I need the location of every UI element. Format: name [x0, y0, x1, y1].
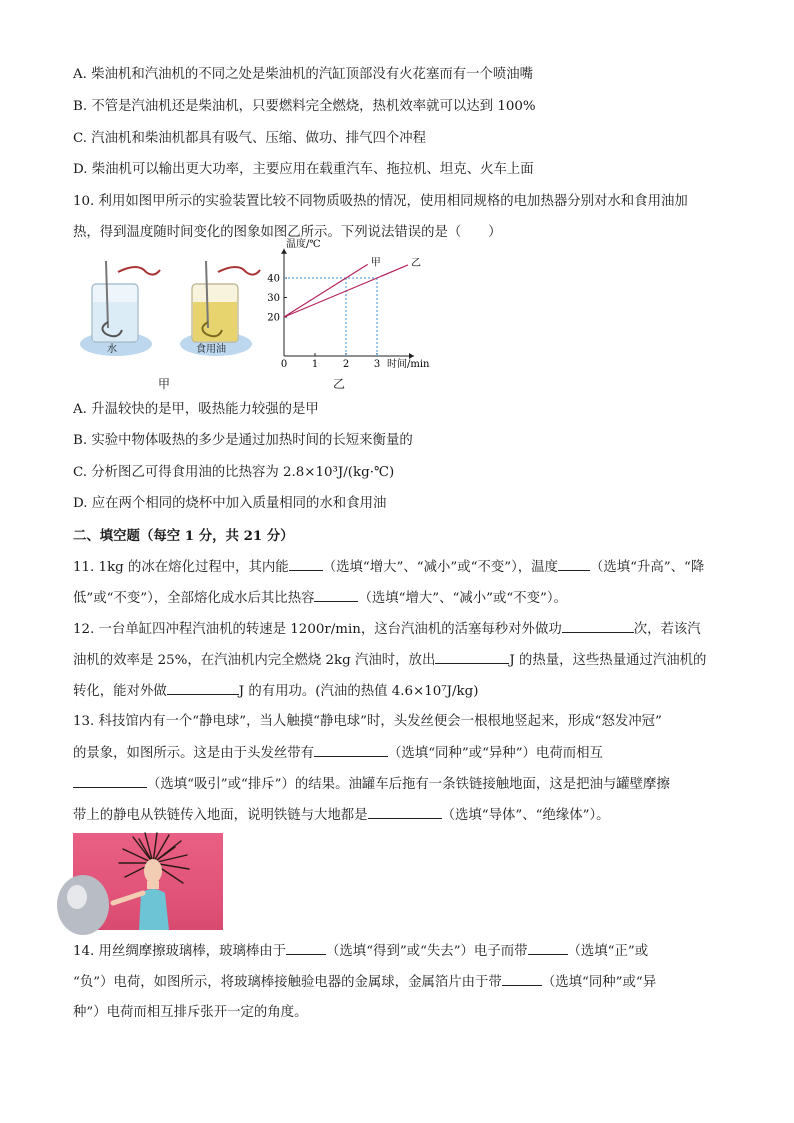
y-axis-label: 温度/℃: [286, 238, 321, 250]
q12-text-3: 油机的效率是 25%，在汽油机内完全燃烧 2kg 汽油时，放出: [73, 653, 436, 668]
q14-text-2: （选填“得到”或“失去”）电子而带: [326, 944, 528, 959]
series-label-乙: 乙: [411, 257, 421, 269]
q14-text-3: （选填“正”或: [567, 944, 649, 959]
q13-text-5: （选填“导体”、“绝缘体”）。: [441, 808, 610, 823]
q9-option-d: D. 柴油机可以输出更大功率，主要应用在载重汽车、拖拉机、坦克、火车上面: [73, 162, 534, 177]
q12-text-6: J 的有用功。(汽油的热值 4.6×10⁷J/kg): [238, 684, 479, 699]
temperature-time-chart: [262, 238, 430, 374]
q12-blank-1[interactable]: [562, 620, 634, 633]
q14-line1: [73, 942, 648, 961]
series-line-乙: [284, 265, 408, 317]
q13-text-2: （选填“同种”或“异种”）电荷而相互: [388, 746, 603, 761]
q11-line1: [73, 558, 704, 577]
q13-line3: [73, 775, 670, 794]
x-tick-label: 2: [342, 359, 350, 370]
q10-option-c: C. 分析图乙可得食用油的比热容为 2.8×10³J/(kg·℃): [73, 465, 395, 480]
q11-text-5: （选填“增大”、“减小”或“不变”）。: [358, 591, 567, 606]
x-tick-label: 3: [373, 359, 381, 370]
q11-text-2: （选填“增大”、“减小”或“不变”），温度: [322, 560, 558, 575]
x-tick-label: 0: [280, 359, 288, 370]
y-tick-label: 40: [267, 273, 280, 285]
q14-blank-3[interactable]: [502, 973, 542, 986]
girl-with-raised-hair-icon: [73, 833, 223, 930]
q9-option-a: A. 柴油机和汽油机的不同之处是柴油机的汽缸顶部没有火花塞而有一个喷油嘴: [73, 67, 534, 82]
q13-blank-1[interactable]: [314, 744, 388, 757]
water-label: 水: [107, 344, 117, 355]
q12-text-5: 转化，能对外做: [73, 684, 167, 699]
y-tick-label: 20: [267, 312, 280, 324]
q12-text-2: 次，若该汽: [633, 622, 701, 637]
q12-line3: [73, 682, 478, 701]
q9-option-b: B. 不管是汽油机还是柴油机，只要燃料完全燃烧，热机效率就可以达到 100%: [73, 99, 536, 114]
section-title: 二、填空题（每空 1 分，共 21 分）: [73, 528, 294, 544]
series-label-甲: 甲: [370, 257, 381, 269]
q9-option-c: C. 汽油机和柴油机都具有吸气、压缩、做功、排气四个冲程: [73, 131, 427, 146]
q13-line4: [73, 806, 610, 825]
q14-line3: 种”）电荷而相互排斥张开一定的角度。: [73, 1005, 308, 1020]
q10-stem-line1: 10. 利用如图甲所示的实验装置比较不同物质吸热的情况，使用相同规格的电加热器分别对水和食用油加: [73, 194, 688, 209]
y-tick-label: 30: [267, 293, 280, 304]
q13-line1: 13. 科技馆内有一个“静电球”，当人触摸“静电球”时，头发丝便会一根根地竖起来，形成“怒发冲冠”: [73, 714, 662, 729]
q13-text-1: 的景象，如图所示。这是由于头发丝带有: [73, 746, 315, 761]
q14-text-1: 14. 用丝绸摩擦玻璃棒，玻璃棒由于: [73, 944, 287, 959]
q11-text-4: 低”或“不变”），全部熔化成水后其比热容: [73, 591, 315, 606]
static-electricity-photo: [73, 833, 223, 930]
q11-blank-3[interactable]: [314, 589, 358, 602]
q13-text-3: （选填“吸引”或“排斥”）的结果。油罐车后拖有一条铁链接触地面，这是把油与罐壁摩擦: [147, 777, 670, 792]
q13-text-4: 带上的静电从铁链传入地面，说明铁链与大地都是: [73, 808, 368, 823]
q14-blank-2[interactable]: [528, 942, 568, 955]
q12-line2: [73, 651, 706, 670]
q14-line2: [73, 973, 656, 992]
q14-blank-1[interactable]: [286, 942, 326, 955]
q11-text-1: 11. 1kg 的冰在熔化过程中，其内能: [73, 560, 289, 575]
q12-line1: [73, 620, 701, 639]
q14-text-5: （选填“同种”或“异: [541, 975, 657, 990]
q12-text-1: 12. 一台单缸四冲程汽油机的转速是 1200r/min，这台汽油机的活塞每秒对外做功: [73, 622, 562, 637]
q12-blank-2[interactable]: [435, 651, 509, 664]
x-axis-label: 时间/min: [387, 359, 430, 370]
q11-blank-2[interactable]: [558, 558, 590, 571]
figure-yi-caption: 乙: [333, 377, 346, 391]
q13-blank-2[interactable]: [73, 775, 147, 788]
q11-text-3: （选填“升高”、“降: [589, 560, 705, 575]
q12-blank-3[interactable]: [167, 682, 239, 695]
series-line-甲: [284, 264, 368, 317]
q12-text-4: J 的热量，这些热量通过汽油机的: [509, 653, 707, 668]
oil-label: 食用油: [196, 344, 226, 355]
q11-blank-1[interactable]: [289, 558, 323, 571]
figure-jia-caption: 甲: [158, 377, 171, 391]
q13-blank-3[interactable]: [368, 806, 442, 819]
q10-option-a: A. 升温较快的是甲，吸热能力较强的是甲: [73, 402, 319, 417]
q10-option-d: D. 应在两个相同的烧杯中加入质量相同的水和食用油: [73, 496, 387, 511]
x-tick-label: 1: [311, 359, 319, 370]
q14-text-4: “负”）电荷，如图所示，将玻璃棒接触验电器的金属球，金属箔片由于带: [73, 975, 502, 990]
q11-line2: [73, 589, 567, 608]
q13-line2: [73, 744, 603, 763]
water-beaker-icon: [80, 261, 160, 356]
q10-option-b: B. 实验中物体吸热的多少是通过加热时间的长短来衡量的: [73, 433, 413, 448]
q10-stem-line2: 热，得到温度随时间变化的图象如图乙所示。下列说法错误的是（ ）: [73, 225, 502, 240]
